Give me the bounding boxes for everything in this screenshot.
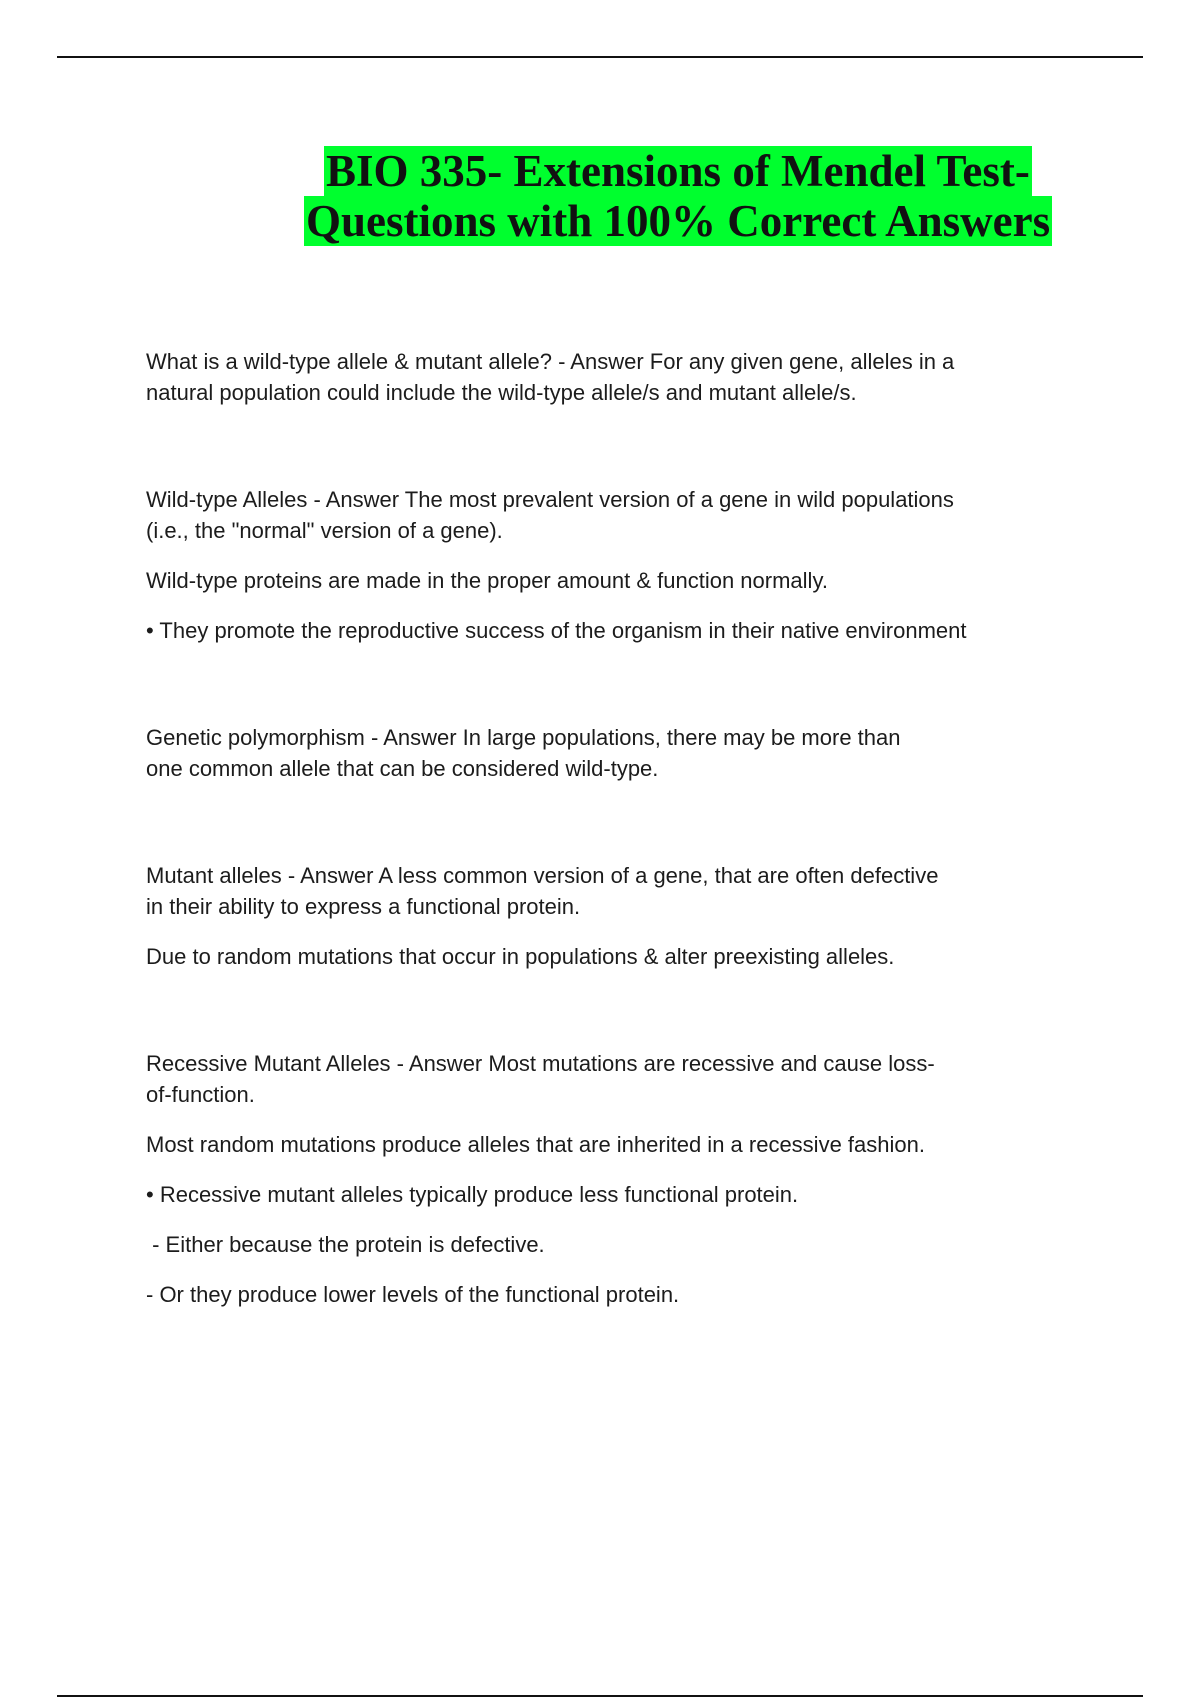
- bottom-rule: [57, 1695, 1143, 1697]
- qa-extra-line: Most random mutations produce alleles that are inherited in a recessive fashion.: [146, 1132, 925, 1157]
- title-line-2: Questions with 100% Correct Answers: [306, 196, 1051, 246]
- qa-extra-line: Due to random mutations that occur in populations & alter preexisting alleles.: [146, 944, 895, 969]
- qa-bullet-line: • Recessive mutant alleles typically produce less functional protein.: [146, 1182, 799, 1207]
- document-title: [304, 146, 1084, 246]
- qa-line: one common allele that can be considered wild-type.: [146, 756, 659, 781]
- qa-line: Recessive Mutant Alleles - Answer Most mutations are recessive and cause loss-: [146, 1051, 935, 1076]
- qa-line: (i.e., the "normal" version of a gene).: [146, 518, 503, 543]
- qa-item-1: [146, 346, 1086, 408]
- qa-bullet-line: • They promote the reproductive success of the organism in their native environment: [146, 618, 967, 643]
- qa-line: in their ability to express a functional protein.: [146, 894, 581, 919]
- qa-sub-line: - Either because the protein is defective.: [146, 1232, 545, 1257]
- qa-line: natural population could include the wild-type allele/s and mutant allele/s.: [146, 380, 857, 405]
- qa-item-2: [146, 484, 1086, 646]
- qa-line: of-function.: [146, 1082, 255, 1107]
- qa-item-3: [146, 722, 1086, 784]
- title-line-1: BIO 335- Extensions of Mendel Test-: [326, 146, 1030, 196]
- qa-extra-line: Wild-type proteins are made in the proper amount & function normally.: [146, 568, 828, 593]
- qa-sub-line: - Or they produce lower levels of the functional protein.: [146, 1282, 680, 1307]
- qa-line: What is a wild-type allele & mutant allele? - Answer For any given gene, alleles in a: [146, 349, 955, 374]
- qa-item-4: [146, 860, 1086, 972]
- qa-line: Genetic polymorphism - Answer In large populations, there may be more than: [146, 725, 901, 750]
- top-rule: [57, 56, 1143, 58]
- qa-item-5: [146, 1048, 1086, 1310]
- qa-content: [146, 346, 1086, 1310]
- qa-line: Wild-type Alleles - Answer The most prevalent version of a gene in wild populations: [146, 487, 954, 512]
- qa-line: Mutant alleles - Answer A less common version of a gene, that are often defective: [146, 863, 939, 888]
